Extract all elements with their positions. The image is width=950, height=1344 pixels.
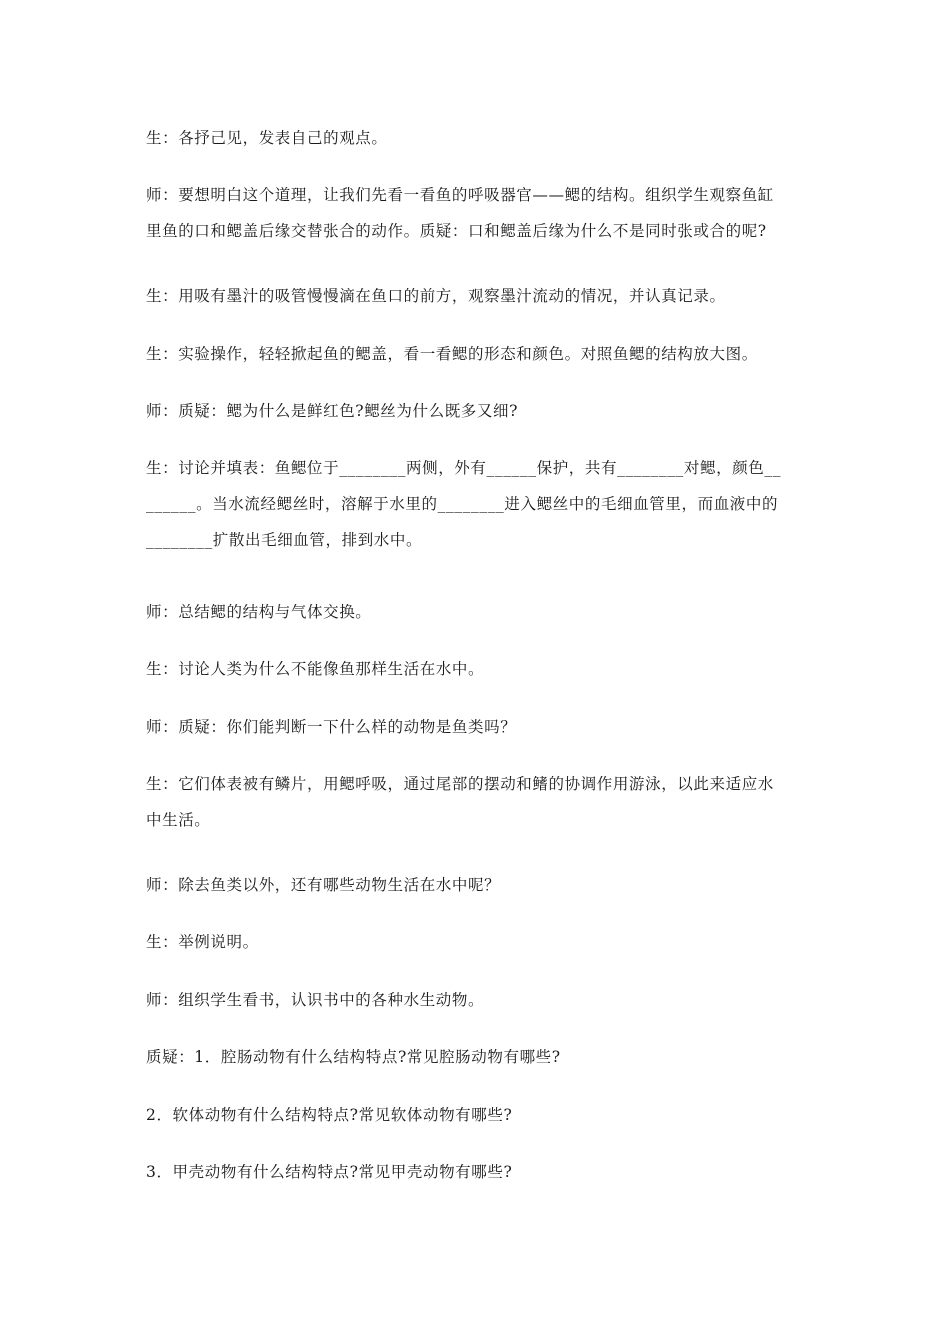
paragraph-question-crustaceans — [146, 1154, 806, 1190]
text-line: 3．甲壳动物有什么结构特点?常见甲壳动物有哪些? — [146, 1163, 513, 1181]
paragraph-teacher-fish-criteria — [146, 709, 806, 745]
paragraph-teacher-summary — [146, 594, 806, 630]
paragraph-student-humans-water — [146, 651, 806, 687]
paragraph-student-fish-features — [146, 766, 806, 838]
text-line: ________扩散出毛细血管，排到水中。 — [146, 531, 423, 549]
text-line: 生：讨论人类为什么不能像鱼那样生活在水中。 — [146, 660, 485, 678]
paragraph-teacher-read-book — [146, 982, 806, 1018]
paragraph-teacher-gill-structure — [146, 177, 806, 249]
text-line: 师：总结鳃的结构与气体交换。 — [146, 603, 372, 621]
paragraph-question-coelenterates — [146, 1039, 806, 1075]
text-line: 生：用吸有墨汁的吸管慢慢滴在鱼口的前方，观察墨汁流动的情况，并认真记录。 — [146, 287, 726, 305]
text-line: 中生活。 — [146, 811, 211, 829]
text-line: 2．软体动物有什么结构特点?常见软体动物有哪些? — [146, 1106, 513, 1124]
text-line: 质疑：1．腔肠动物有什么结构特点?常见腔肠动物有哪些? — [146, 1048, 561, 1066]
text-line: 师：除去鱼类以外，还有哪些动物生活在水中呢？ — [146, 876, 501, 894]
text-line: 生：讨论并填表：鱼鳃位于________两侧，外有______保护，共有________对鳃，颜色__ — [146, 459, 782, 477]
text-line: ______。当水流经鳃丝时，溶解于水里的________进入鳃丝中的毛细血管里，而血液中的 — [146, 495, 779, 513]
text-line: 生：实验操作，轻轻掀起鱼的鳃盖，看一看鳃的形态和颜色。对照鱼鳃的结构放大图。 — [146, 345, 758, 363]
text-line: 师：质疑：鳃为什么是鲜红色?鳃丝为什么既多又细? — [146, 402, 519, 420]
text-line: 师：要想明白这个道理，让我们先看一看鱼的呼吸器官——鳃的结构。组织学生观察鱼缸 — [146, 186, 774, 204]
text-line: 师：质疑：你们能判断一下什么样的动物是鱼类吗？ — [146, 718, 517, 736]
text-line: 师：组织学生看书，认识书中的各种水生动物。 — [146, 991, 485, 1009]
text-line: 生：举例说明。 — [146, 933, 259, 951]
text-line: 生：各抒己见，发表自己的观点。 — [146, 129, 388, 147]
paragraph-student-opinions — [146, 120, 806, 156]
text-line: 里鱼的口和鳃盖后缘交替张合的动作。质疑：口和鳃盖后缘为什么不是同时张或合的呢? — [146, 222, 767, 240]
paragraph-teacher-question-red — [146, 393, 806, 429]
paragraph-question-mollusks — [146, 1097, 806, 1133]
paragraph-student-fill-table — [146, 450, 806, 558]
paragraph-student-ink-experiment — [146, 278, 806, 314]
text-line: 生：它们体表被有鳞片，用鳃呼吸，通过尾部的摆动和鳍的协调作用游泳，以此来适应水 — [146, 775, 774, 793]
paragraph-student-observe-gills — [146, 336, 806, 372]
paragraph-student-examples — [146, 924, 806, 960]
paragraph-teacher-other-animals — [146, 867, 806, 903]
